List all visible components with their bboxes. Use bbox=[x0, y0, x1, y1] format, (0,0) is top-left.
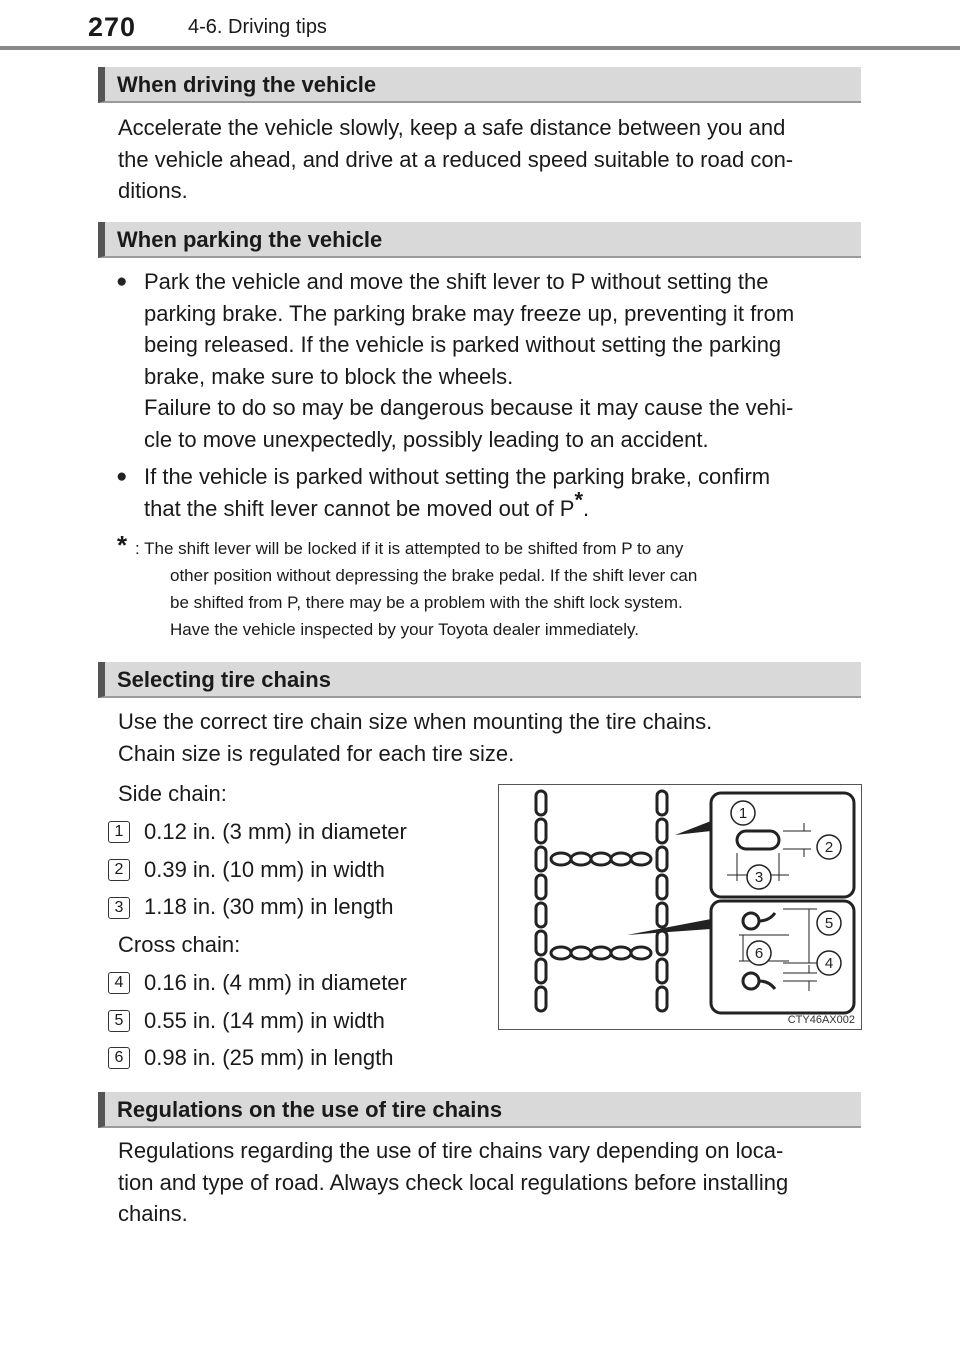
text-line: chains. bbox=[118, 1201, 188, 1226]
section-heading-regulations bbox=[98, 1092, 861, 1128]
cross-chain-label: Cross chain: bbox=[118, 932, 241, 957]
text-line: Accelerate the vehicle slowly, keep a safe distance between you and bbox=[118, 115, 786, 140]
footnote-line: : The shift lever will be locked if it is attempted to be shifted from P to any bbox=[135, 539, 684, 558]
selecting-intro-2: Chain size is regulated for each tire size. bbox=[118, 741, 515, 766]
text-segment: . bbox=[583, 495, 590, 521]
spec-text: 0.16 in. (4 mm) in diameter bbox=[144, 970, 407, 995]
driving-paragraph bbox=[118, 112, 855, 207]
parking-bullet-2 bbox=[144, 461, 856, 524]
text-line: brake, make sure to block the wheels. bbox=[144, 363, 514, 389]
asterisk-mark: * bbox=[574, 487, 584, 513]
text-line: Failure to do so may be dangerous because it may cause the vehi- bbox=[144, 395, 794, 420]
text-line bbox=[144, 487, 856, 525]
spec-text: 0.12 in. (3 mm) in diameter bbox=[144, 819, 407, 844]
footnote-line: other position without depressing the brake pedal. If the shift lever can bbox=[170, 566, 698, 585]
figure-code: CTY46AX002 bbox=[787, 1014, 855, 1026]
text-line: If the vehicle is parked without setting the parking brake, confirm bbox=[144, 464, 771, 489]
tire-chain-illustration bbox=[498, 784, 862, 1030]
spec-text: 0.98 in. (25 mm) in length bbox=[144, 1045, 394, 1070]
spec-number-badge: 4 bbox=[108, 972, 130, 994]
selecting-intro-1: Use the correct tire chain size when mounting the tire chains. bbox=[118, 709, 713, 734]
bullet-icon: ● bbox=[116, 466, 128, 487]
text-segment: that the shift lever cannot be moved out of P bbox=[144, 495, 575, 521]
text-line: the vehicle ahead, and drive at a reduced speed suitable to road con- bbox=[118, 146, 794, 172]
figure-callout-label: 1 bbox=[738, 805, 748, 822]
tire-chain-drawing bbox=[499, 785, 863, 1031]
spec-text: 0.39 in. (10 mm) in width bbox=[144, 857, 385, 882]
footnote-line: be shifted from P, there may be a problem with the shift lock system. bbox=[170, 593, 683, 612]
spec-text: 1.18 in. (30 mm) in length bbox=[144, 894, 394, 919]
section-heading-driving bbox=[98, 67, 861, 103]
section-heading-text: Regulations on the use of tire chains bbox=[117, 1097, 503, 1122]
figure-callout-label: 3 bbox=[754, 869, 764, 886]
spec-number-badge: 5 bbox=[108, 1010, 130, 1032]
footnote-line: Have the vehicle inspected by your Toyota dealer immediately. bbox=[170, 620, 640, 639]
section-heading-parking bbox=[98, 222, 861, 258]
spec-number-badge: 2 bbox=[108, 859, 130, 881]
regulations-paragraph bbox=[118, 1135, 855, 1230]
section-heading-text: When driving the vehicle bbox=[117, 72, 377, 97]
section-heading-text: When parking the vehicle bbox=[117, 227, 383, 252]
spec-number-badge: 6 bbox=[108, 1047, 130, 1069]
text-line: Park the vehicle and move the shift lever to P without setting the bbox=[144, 269, 769, 294]
parking-bullet-1 bbox=[144, 266, 856, 455]
figure-callout-label: 2 bbox=[824, 839, 834, 856]
spec-number-badge: 1 bbox=[108, 821, 130, 843]
spec-number-badge: 3 bbox=[108, 897, 130, 919]
chapter-title: 4-6. Driving tips bbox=[188, 16, 327, 38]
text-line: ditions. bbox=[118, 178, 188, 203]
page-number: 270 bbox=[88, 12, 137, 42]
figure-callout-label: 6 bbox=[754, 945, 764, 962]
header-rule bbox=[0, 46, 960, 50]
text-line: tion and type of road. Always check local regulations before installing bbox=[118, 1169, 789, 1195]
text-line: Regulations regarding the use of tire chains vary depending on loca- bbox=[118, 1138, 784, 1163]
bullet-icon: ● bbox=[116, 271, 128, 292]
text-line: cle to move unexpectedly, possibly leading to an accident. bbox=[144, 426, 709, 452]
section-heading-selecting bbox=[98, 662, 861, 698]
figure-callout-label: 4 bbox=[824, 955, 834, 972]
text-line: being released. If the vehicle is parked without setting the parking bbox=[144, 332, 782, 357]
figure-callout-label: 5 bbox=[824, 915, 834, 932]
spec-text: 0.55 in. (14 mm) in width bbox=[144, 1008, 385, 1033]
section-heading-text: Selecting tire chains bbox=[117, 667, 331, 692]
text-line: parking brake. The parking brake may freeze up, preventing it from bbox=[144, 300, 795, 326]
footnote-asterisk: * bbox=[117, 530, 128, 560]
side-chain-label: Side chain: bbox=[118, 781, 227, 806]
